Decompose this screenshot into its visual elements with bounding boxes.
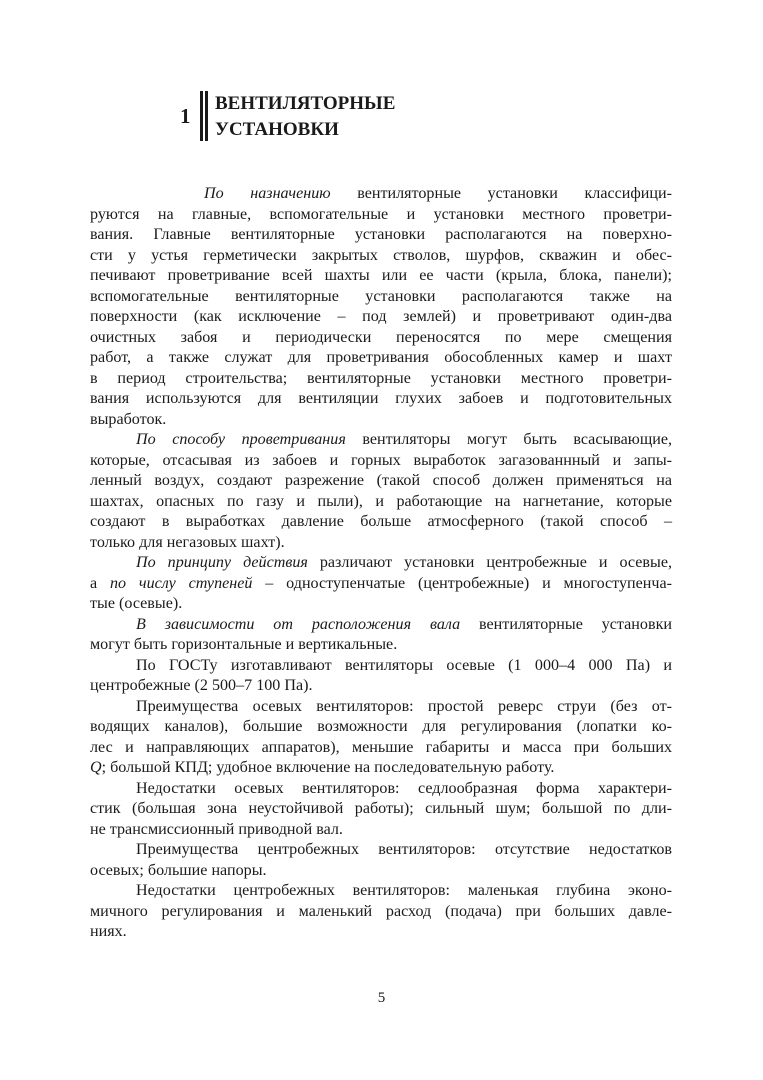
text-line: водящих каналов), большие возможности для регулирования (лопатки ко-	[90, 718, 672, 735]
paragraph-operating-principle	[90, 553, 672, 615]
text-line: Q; большой КПД; удобное включение на последовательную работу.	[90, 759, 555, 776]
chapter-title	[215, 91, 395, 143]
paragraph-centrifugal-advantages	[90, 840, 672, 881]
text-line: Недостатки центробежных вентиляторов: маленькая глубина эконо-	[136, 882, 672, 899]
text-line: руются на главные, вспомогательные и установки местного проветри-	[90, 205, 672, 223]
chapter-title-line: ВЕНТИЛЯТОРНЫЕ	[215, 93, 396, 114]
text-line: вспомогательные вентиляторные установки располагаются также на	[90, 287, 672, 305]
term-stages: по числу ступеней	[109, 574, 253, 592]
chapter-title-line: УСТАНОВКИ	[215, 119, 339, 140]
text-line: шахтах, опасных по газу и пыли), и работающие на нагнетание, которые	[90, 492, 672, 510]
text-line: мичного регулирования и маленький расход (подача) при больших давле-	[90, 902, 672, 920]
text-line: вания используются для вентиляции глухих забоев и подготовительных	[90, 390, 672, 407]
paragraph-purpose	[90, 184, 672, 430]
paragraph-centrifugal-disadvantages	[90, 881, 672, 943]
text-line: По способу проветривания вентиляторы могут быть всасывающие,	[136, 431, 673, 448]
text-line: По назначению вентиляторные установки классифици-	[204, 185, 672, 202]
text-line: тые (осевые).	[90, 595, 183, 612]
paragraph-gost	[90, 656, 672, 697]
text-line: По принципу действия различают установки центробежные и осевые,	[136, 554, 672, 571]
text-line: вания. Главные вентиляторные установки располагаются на поверхно-	[90, 226, 672, 243]
text-line: поверхности (как исключение – под землей) и проветривают один-два	[90, 308, 672, 325]
chapter-divider-bar	[200, 91, 203, 141]
text-line: По ГОСТу изготавливают вентиляторы осевые (1 000–4 000 Па) и	[136, 656, 672, 674]
text-line: ленный воздух, создают разрежение (такой способ должен применяться на	[90, 472, 672, 489]
text-line: очистных забоя и периодически переносятся по мере смещения	[90, 328, 672, 346]
page-number: 5	[377, 990, 386, 1006]
text-line: создают в выработках давление больше атмосферного (такой способ –	[90, 513, 672, 530]
term-shaft-position: В зависимости от расположения вала	[136, 615, 461, 633]
paragraph-shaft-position	[90, 615, 672, 656]
text-line: которые, отсасывая из забоев и горных выработок загазованнный и запы-	[90, 451, 672, 469]
text-line: печивают проветривание всей шахты или ее части (крыла, блока, панели);	[90, 267, 672, 284]
text-line: центробежные (2 500–7 100 Па).	[90, 677, 313, 694]
paragraph-ventilation-method	[90, 430, 672, 553]
text-line: только для негазовых шахт).	[90, 533, 285, 551]
symbol-q: Q	[90, 759, 102, 776]
text-line: а по числу ступеней – одноступенчатые (центробежные) и многоступенча-	[90, 574, 672, 592]
text-line: стик (большая зона неустойчивой работы); сильный шум; большой по дли-	[90, 800, 672, 817]
text-line: могут быть горизонтальные и вертикальные.	[90, 636, 398, 653]
text-line: в период строительства; вентиляторные установки местного проветри-	[90, 369, 672, 387]
paragraph-axial-advantages	[90, 697, 672, 779]
text-line: Преимущества осевых вентиляторов: простой реверс струи (без от-	[136, 697, 672, 715]
text-line: Преимущества центробежных вентиляторов: отсутствие недостатков	[136, 841, 672, 858]
text-line: лес и направляющих аппаратов), меньшие габариты и масса при больших	[90, 738, 672, 756]
chapter-number: 1	[180, 104, 191, 128]
chapter-divider-bar	[205, 91, 208, 141]
text-line: сти у устья герметически закрытых стволов, шурфов, скважин и обес-	[90, 246, 672, 264]
text-line: выработок.	[90, 410, 167, 428]
text-line: работ, а также служат для проветривания обособленных камер и шахт	[90, 349, 672, 366]
term-purpose: По назначению	[204, 185, 331, 202]
term-operating-principle: По принципу действия	[136, 554, 308, 571]
paragraph-axial-disadvantages	[90, 779, 672, 841]
text-line: Недостатки осевых вентиляторов: седлообразная форма характери-	[136, 779, 672, 797]
term-ventilation-method: По способу проветривания	[136, 431, 346, 448]
text-line: ниях.	[90, 923, 127, 940]
text-line: не трансмиссионный приводной вал.	[90, 820, 343, 838]
text-line: осевых; большие напоры.	[90, 861, 267, 879]
text-line: В зависимости от расположения вала вентиляторные установки	[136, 615, 672, 633]
body-text	[90, 184, 672, 943]
